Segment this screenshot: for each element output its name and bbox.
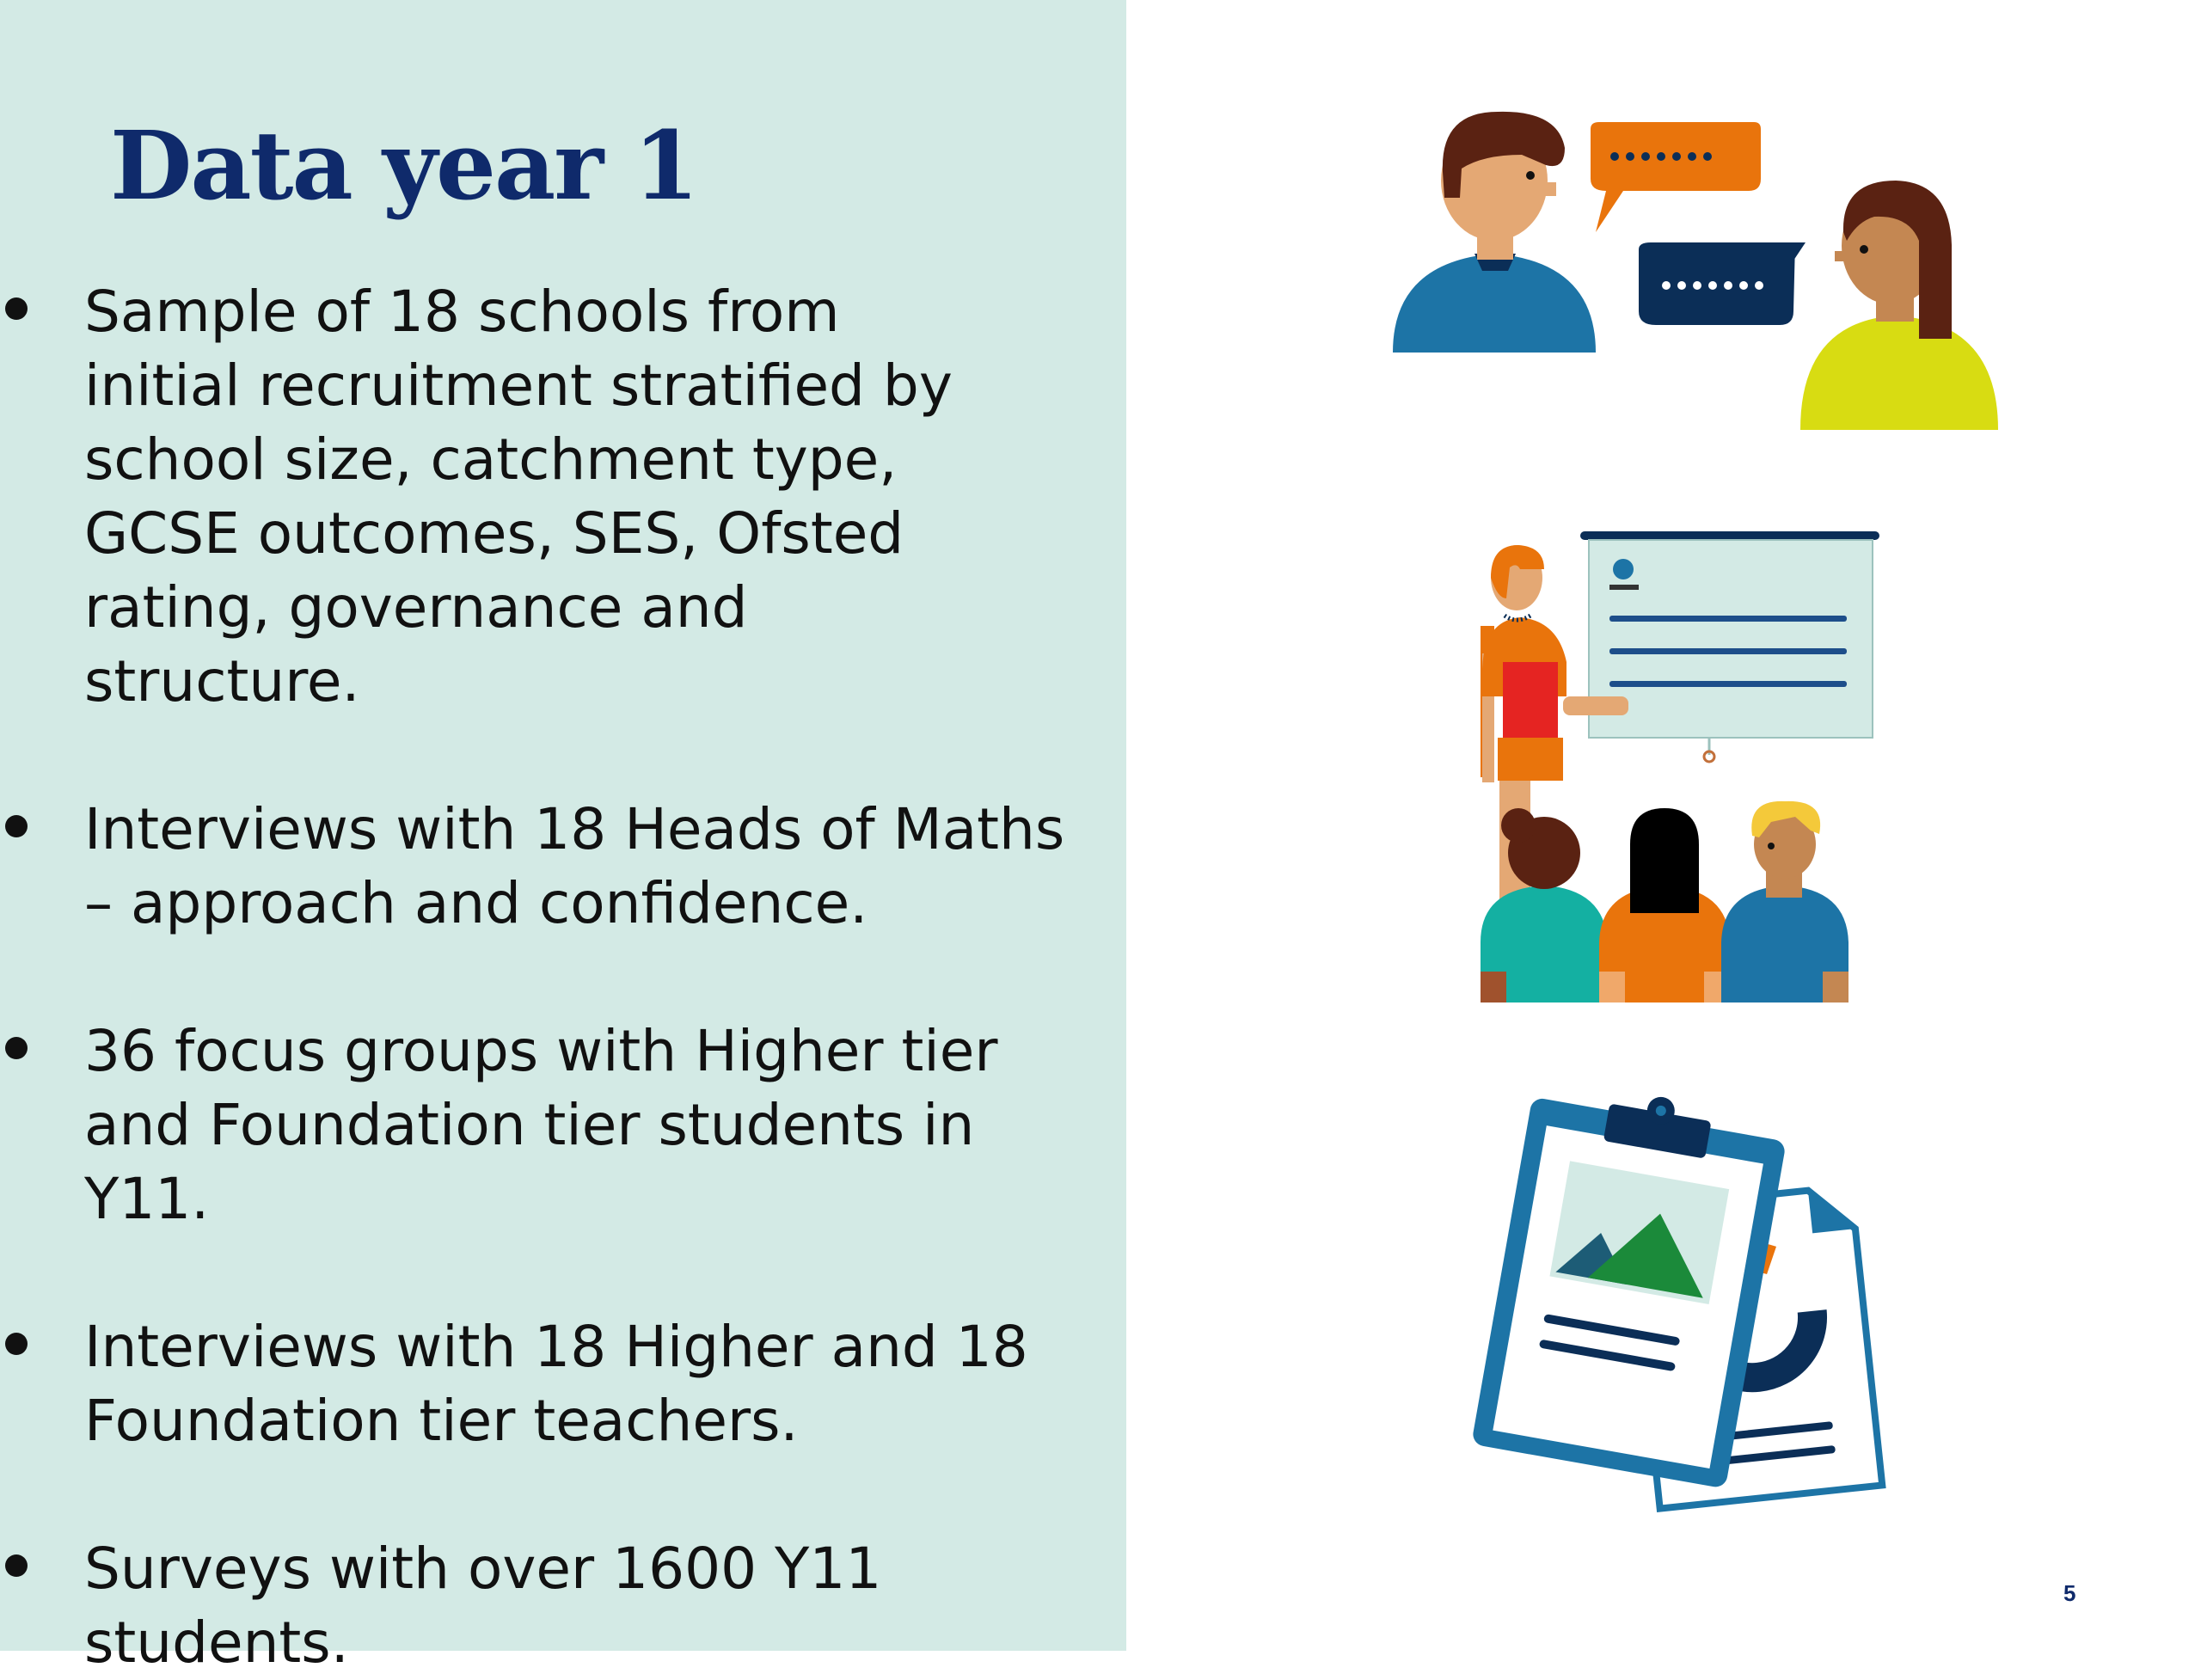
bullet-dot-icon (5, 297, 28, 320)
bullet-text: 36 focus groups with Higher tier and Foundation tier students in Y11. (84, 1018, 998, 1232)
bullet-text: Interviews with 18 Higher and 18 Foundation tier teachers. (84, 1314, 1028, 1454)
slide-title: Data year 1 (110, 110, 698, 221)
bullet-text: Surveys with over 1600 Y11 students. (84, 1536, 882, 1676)
bullet-dot-icon (5, 1037, 28, 1059)
bullet-text: Sample of 18 schools from initial recruitment stratified by school size, catchment type, GCSE outcomes, SES, Ofsted rating, governance and structure. (84, 279, 953, 714)
bullet-dot-icon (5, 1554, 28, 1577)
bullet-item (0, 1310, 1030, 1458)
clipboard-report-illustration-icon (1462, 1092, 1926, 1522)
bullet-dot-icon (5, 1333, 28, 1355)
bullet-item (0, 793, 1073, 941)
presentation-illustration-icon (1479, 524, 1891, 1006)
bullet-text: Interviews with 18 Heads of Maths – approach and confidence. (84, 796, 1065, 936)
bullet-item (0, 1015, 1013, 1236)
bullet-dot-icon (5, 815, 28, 837)
bullet-item (0, 1532, 944, 1680)
page-number: 5 (2063, 1580, 2076, 1606)
bullet-item (0, 275, 1013, 719)
bullet-list (0, 275, 1118, 1680)
conversation-illustration-icon (1393, 103, 2012, 438)
